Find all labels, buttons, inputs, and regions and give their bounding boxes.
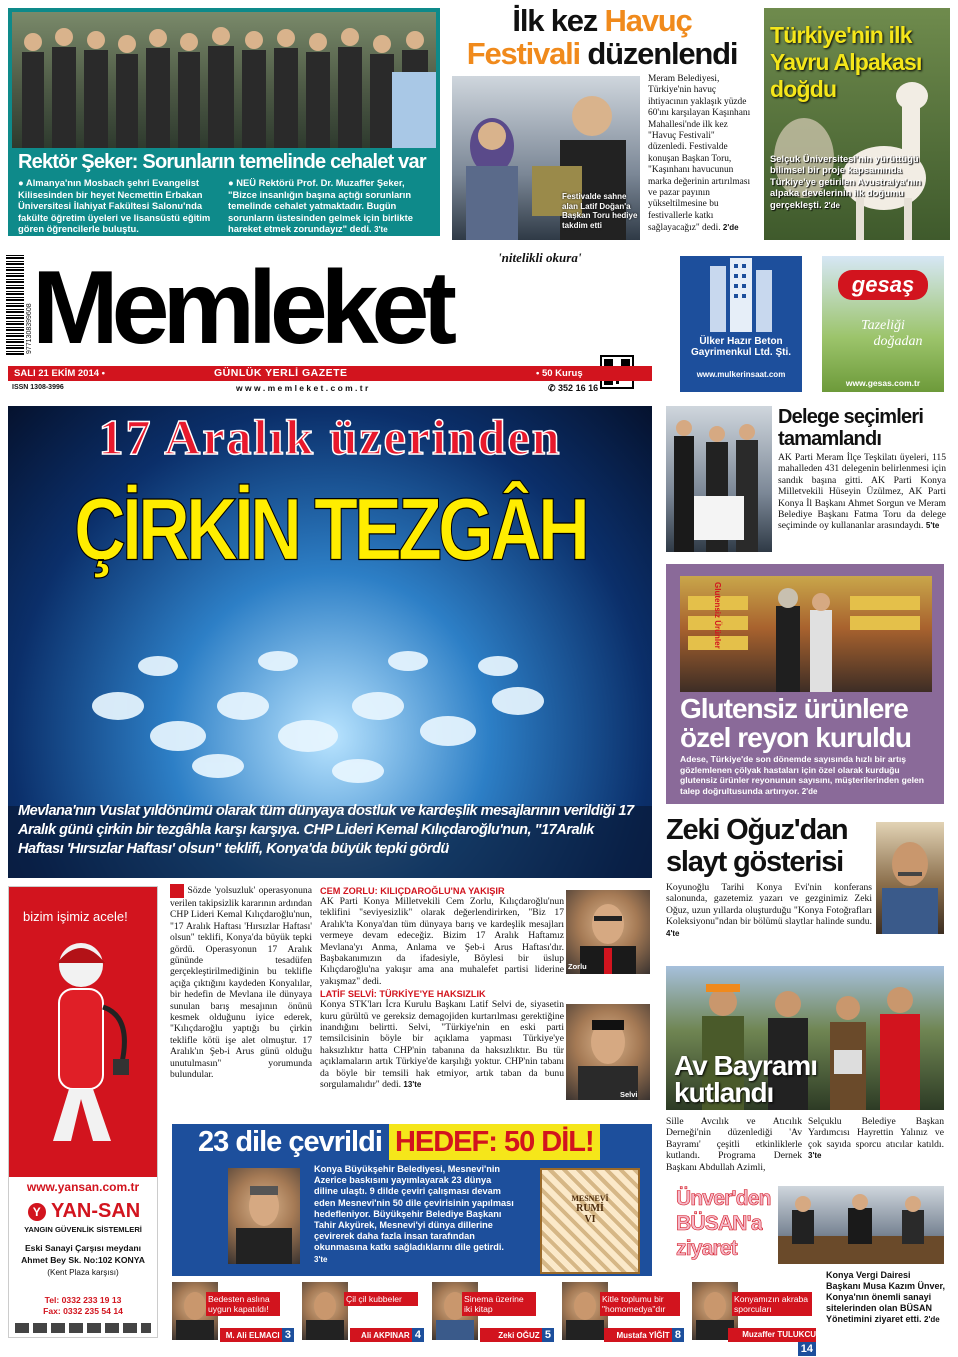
- portrait-figure: [876, 822, 944, 934]
- columnist-name: Ali AKPINAR: [361, 1331, 410, 1340]
- yansan-brand-text: YAN-SAN: [50, 1200, 141, 1222]
- mesnevi-body-box: [172, 1160, 652, 1276]
- masthead-phone: [548, 383, 598, 394]
- portrait-figure: [302, 1282, 348, 1340]
- gesas-ad[interactable]: [822, 256, 944, 392]
- page-ref: 4'te: [666, 928, 680, 938]
- delege-title[interactable]: Delege seçimleri tamamlandı: [778, 406, 924, 450]
- havuc-title-part: düzenlendi: [587, 36, 738, 71]
- havuc-story: [448, 4, 756, 240]
- zeki-body: [666, 882, 872, 939]
- page-number-badge: 4: [412, 1328, 424, 1342]
- story-col1: [170, 884, 312, 1081]
- yansan-slogan: bizim işimiz acele!: [23, 909, 128, 924]
- havuc-body-text: Meram Belediyesi, Türkiye'nin havuç ihtiyacının yaklaşık yüzde 60'ını karşılayan Kaşınhanı Mahallesi'nde ilk kez "Havuç Festivali" düzenledi. Festivalde konuşan Başkan Toru, "Kaşınhanı havucunun marka değerinin artırılması ve pazar payının yükseltilmesine bu festivallerle katkı sağlayacağız" dedi.: [648, 74, 751, 234]
- group-photo-figures: [12, 12, 436, 148]
- unver-photo: [778, 1186, 944, 1264]
- yansan-ad[interactable]: [8, 886, 158, 1338]
- yansan-tel: Tel: 0332 233 19 13: [44, 1295, 122, 1305]
- columnist-name-bar: [604, 1328, 684, 1342]
- alpaka-body: [770, 153, 946, 211]
- gesas-slogan2: doğadan: [873, 334, 923, 349]
- bullet-icon: ●: [18, 177, 26, 188]
- top-left-story: [8, 8, 440, 236]
- yansan-addr2: Ahmet Bey Sk. No:102 KONYA: [21, 1255, 145, 1265]
- delege-photo: [666, 406, 772, 552]
- columnist-topic: Bedesten aslına uygun kapatıldı!: [206, 1292, 280, 1316]
- page-ref: 2'de: [824, 200, 840, 210]
- page-ref: 3'te: [314, 1254, 328, 1264]
- red-square-icon: [170, 884, 184, 898]
- mesnevi-book: [540, 1168, 640, 1274]
- mesnevi-body-text: Konya Büyükşehir Belediyesi, Mesnevi'nin Azerice baskısını yayımlayarak 23 dünya diline ulaştı. 9 dilde çeviri çalışması devam eden Mesnevi'nin 50 dile çevirisinin yapılması hedefleniyor. Büyükşehir Belediye Başkanı Tahir Akyürek, Mesnevi'yi dünya dillerine çevirerek daha fazla insan tarafından okunmasına katkı sağladıklarını dile getirdi.: [314, 1164, 514, 1253]
- book-title2: RUMİ: [576, 1203, 604, 1214]
- selvi-photo: [566, 1004, 650, 1100]
- mesnevi-title-b: HEDEF: 50 DİL!: [389, 1124, 600, 1160]
- yansan-brand: [17, 1200, 151, 1223]
- gluten-body-text: Adese, Türkiye'de son dönemde sayısında hızlı bir artış gözlemlenen çölyak hastaları için özel olarak kurduğu glutensiz ürünler reyonunun sayısını, müşterilerinden gelen talep doğrultusunda artırıyor.: [680, 754, 925, 796]
- delege-body-text: AK Parti Meram İlçe Teşkilatı üyeleri, 115 mahalleden 431 delegenin belirlenmesi için sandık başına gitti. AK Parti Konya Milletvekili Hüseyin Üzülmez, AK Parti Konya İl Başkanı Ahmet Sorgun ve Meram Belediye Başkanı Fatma Toru da delege seçiminde oy kullananlar arasındaydı.: [778, 452, 946, 532]
- havuc-photo: [452, 76, 640, 240]
- barcode-number: 9771308399608: [26, 303, 33, 354]
- columnist-name-bar: [220, 1328, 294, 1342]
- columnist-name: M. Ali ELMACI: [225, 1331, 280, 1340]
- office-meeting: [778, 1186, 944, 1264]
- havuc-title[interactable]: [448, 4, 756, 70]
- zorlu-label: Zorlu: [568, 962, 587, 971]
- unver-title2: BÜSAN'a: [676, 1212, 762, 1235]
- page-ref: 2'de: [924, 1315, 940, 1324]
- page-number-badge: 14: [798, 1342, 816, 1356]
- columnist-1[interactable]: [168, 1280, 294, 1344]
- masthead-issn: ISSN 1308-3996: [12, 384, 64, 391]
- av-col2: [808, 1116, 944, 1162]
- bullet-icon: ●: [228, 177, 237, 188]
- columnist-photo: [302, 1282, 348, 1340]
- unver-body: [826, 1270, 946, 1325]
- top-left-col2-text: NEÜ Rektörü Prof. Dr. Muzaffer Şeker, "Bizce insanlığın başına açtığı sorunların temelinde cehalet yatmaktadır. Bugün sorunların üstesinden gelmek için birlikte hareket etmek zorundayız" dedi.: [228, 177, 413, 234]
- havuc-title-part: Festivali: [466, 36, 580, 71]
- gesas-url: www.gesas.com.tr: [845, 378, 921, 388]
- top-left-col1: [18, 177, 218, 235]
- masthead-phone-text: 352 16 16: [558, 383, 599, 393]
- page-ref: 2'de: [801, 786, 818, 796]
- yansan-url: www.yansan.com.tr: [26, 1180, 140, 1194]
- alpaka-title[interactable]: Türkiye'nin ilk Yavru Alpakası doğdu: [770, 22, 922, 102]
- ulker-line1: Ülker Hazır Beton: [699, 336, 783, 347]
- phone-icon: ✆: [548, 383, 559, 393]
- columnist-topic: Konyamızın akraba sporcuları: [732, 1292, 812, 1316]
- masthead-type: GÜNLÜK YERLİ GAZETE: [214, 367, 348, 379]
- akyurek-photo: [228, 1168, 300, 1264]
- zeki-body-text: Koyunoğlu Tarihi Konya Evi'nin konferans salonunda, gazetemiz yazarı ve gezginimiz Zeki Oğuz, uzun yıllarda oluşturduğu "Konya Fotoğrafları Koleksiyonu"ndan bir bölümü slaytlar halinde sundu.: [666, 882, 872, 928]
- gluten-photo: [680, 576, 932, 692]
- building-icon: [680, 256, 802, 336]
- av-col2-text: Selçuklu Belediye Başkan Yardımcısı Hayrettin Yalınız ve çok sayıda sporcu atıcılar katıldı.: [808, 1116, 944, 1150]
- story-sub1: CEM ZORLU: KILIÇDAROĞLU'NA YAKIŞIR: [320, 886, 505, 896]
- havuc-title-part: İlk kez: [512, 3, 598, 38]
- fire-extinguisher-mascot: [9, 927, 157, 1167]
- barcode: [6, 255, 24, 355]
- page-ref: 5'te: [925, 521, 940, 531]
- columnist-topic: Kitle toplumu bir "homomedya"dır: [600, 1292, 680, 1316]
- columnist-2[interactable]: [298, 1280, 424, 1344]
- columnists-strip: [168, 1280, 816, 1355]
- masthead-url[interactable]: w w w . m e m l e k e t . c o m . t r: [236, 383, 369, 393]
- page-number-badge: 3: [282, 1328, 294, 1342]
- page-ref: 3'te: [808, 1151, 822, 1161]
- story-col1-text: Sözde 'yolsuzluk' operasyonuna verilen takipsizlik kararının ardından CHP Lideri Kemal Kılıçdaroğlu'nun, "17 Aralık Haftası 'Hırsızlar Haftası' olsun" teklifi, Konya'da büyük tepki gördü. Operasyonun 17 Aralık gününde tesadüfen gerçekleştirilmediğinin bu teklifle açığa çıktığını kaydeden Konyalılar, bir hedefin de Mevlana ile dünyaya sunulan barış mesajının önünü kesmek olduğunu iyice ederek, "Kılıçdaroğlu yaptığı bu çirkin teklifle kötü işe alet olmuştur. 17 Aralık'ın Şeb-i Arus günü olduğu unutulmasın" yorumunda bulundular.: [170, 885, 312, 1081]
- gesas-logo: gesaş: [838, 270, 928, 300]
- mesnevi-body: [314, 1164, 514, 1265]
- page-ref: 2'de: [722, 223, 739, 233]
- columnist-5[interactable]: [688, 1280, 816, 1355]
- gluten-shelf-label: Glutensiz Ürünler: [713, 582, 722, 649]
- page-number-badge: 8: [672, 1328, 684, 1342]
- mesnevi-title-a: 23 dile çevrildi: [198, 1126, 382, 1158]
- page-ref: 13'te: [403, 1080, 422, 1090]
- main-kicker[interactable]: 17 Aralık üzerinden: [98, 409, 562, 465]
- columnist-name: Muzaffer TULUKCU: [742, 1330, 816, 1339]
- av-col1: Sille Avcılık ve Atıcılık Derneği'nin düzenlediği 'Av Bayramı' çeşitli etkinliklerle kutlandı. Programa Dernek Başkanı Abdullah Azimli,: [666, 1116, 802, 1173]
- masthead-price: • 50 Kuruş: [536, 368, 583, 379]
- alpaka-body-text: Selçuk Üniversitesi'nin yürüttüğü bilimsel bir proje kapsamında Türkiye'ye getirilen Avustralya'nın alpaka develerinin ilk doğumu gerçekleşti.: [770, 153, 922, 210]
- unver-title3: ziyaret: [676, 1237, 737, 1260]
- main-caption: Mevlana'nın Vuslat yıldönümü olarak tüm dünyaya dostluk ve kardeşlik mesajlarının verildiği 17 Aralık günü çirkin bir tezgâhla karşı karşıya. CHP Lideri Kemal Kılıçdaroğlu'nun, "17Aralık Haftası 'Hırsızlar Haftası' olsun" teklifi, Konya'da büyük tepki gördü: [18, 803, 634, 857]
- gluten-title[interactable]: Glutensiz ürünlere özel reyon kuruldu: [680, 693, 911, 753]
- group-photo: [12, 12, 436, 148]
- havuc-body: [648, 74, 754, 235]
- havuc-title-part: Havuç: [604, 3, 692, 38]
- ulker-line2: Gayrimenkul Ltd. Şti.: [690, 347, 792, 358]
- columnist-4[interactable]: [558, 1280, 684, 1344]
- columnist-name: Zeki OĞUZ: [498, 1331, 540, 1340]
- top-left-col1-text: Almanya'nın Mosbach şehri Evangelist Kilisesinden bir heyet Necmettin Erbakan Üniversitesi İlahiyat Fakültesi Salonu'nda fakülte öğretim üyeleri ve lisansüstü eğitim gören öğrencilerle buluştu.: [18, 177, 211, 234]
- gluten-story: [666, 564, 944, 804]
- yansan-logos: [15, 1323, 151, 1333]
- masthead-name[interactable]: Memleket: [32, 250, 450, 366]
- gesas-slogan1: Tazeliği: [861, 318, 905, 333]
- portrait-figure: [228, 1168, 300, 1264]
- top-left-col2: [228, 177, 434, 236]
- portrait-figure: [566, 1004, 650, 1100]
- av-title[interactable]: Av Bayramı kutlandı: [674, 1050, 818, 1108]
- ulker-ad[interactable]: [680, 256, 802, 392]
- masthead-slogan: 'nitelikli okura': [498, 250, 582, 265]
- yansan-sub: YANGIN GÜVENLİK SİSTEMLERİ: [24, 1225, 142, 1234]
- page-ref: 3'te: [374, 225, 388, 234]
- story-sub2: LATİF SELVİ: TÜRKİYE'YE HAKSIZLIK: [320, 989, 486, 1000]
- masthead-date: SALI 21 EKİM 2014 •: [14, 368, 105, 379]
- columnist-name-bar: [480, 1328, 554, 1342]
- gluten-body: [680, 754, 936, 797]
- columnist-topic: Çil çil kubbeler: [344, 1292, 418, 1306]
- mesnevi-title-bar[interactable]: [172, 1124, 652, 1160]
- book-title1: MESNEVÎ: [571, 1194, 609, 1203]
- top-left-headline[interactable]: Rektör Şeker: Sorunların temelinde cehalet var: [18, 151, 426, 173]
- yansan-top: [9, 887, 157, 1177]
- voting-scene: [666, 406, 772, 552]
- unver-body-text: Konya Vergi Dairesi Başkanı Musa Kazım Ünver, Konya'nın önemli sanayi sitelerinden olan BÜSAN Yönetimini ziyaret etti.: [826, 1270, 946, 1324]
- yansan-fax: Fax: 0332 235 54 14: [43, 1306, 123, 1316]
- columnist-3[interactable]: [428, 1280, 554, 1344]
- alpaka-story: [764, 8, 950, 240]
- story-p1: AK Parti Konya Milletvekili Cem Zorlu, Kılıçdaroğlu'nun teklifini "seviyesizlik" olarak değerlendirirken, "Biz 17 Aralık'ta Konya'dan tüm dünyaya barış ve kardeşlik mesajları vermeye devam edeceğiz. Bizim 17 Aralık Haftamız Mevlana'yı Anma, Anlama ve Şeb-i Arus Haftası'dır. Başbakanımızın da ifadesiyle, Böylesi bir üslup Kılıçdaroğlu'na yakışır ama ana muhalefet partisi liderine yakışmaz" dedi.: [320, 896, 564, 987]
- page-number-badge: 5: [542, 1328, 554, 1342]
- columnist-name: Mustafa YİĞİT: [616, 1331, 670, 1340]
- main-headline[interactable]: ÇİRKİN TEZGÂH: [74, 481, 586, 579]
- zeki-title[interactable]: Zeki Oğuz'dan slayt gösterisi: [666, 814, 848, 878]
- havuc-caption: Festivalde sahne alan Latif Doğan'a Başkan Toru hediye takdim etti: [562, 192, 638, 230]
- story-col2: [320, 886, 564, 1091]
- unver-title[interactable]: [676, 1186, 776, 1261]
- yansan-logo-icon: Y: [28, 1203, 46, 1221]
- columnist-topic: Sinema üzerine iki kitap: [462, 1292, 536, 1316]
- story-p2-text: Konya STK'ları İcra Kurulu Başkanı Latif Selvi de, siyasetin kuru gürültü ve gereksiz demagojiden kurtarılması gerektiğine inandığını belirtti. Selvi, "Türkiye'nin en eski parti temsilcisinin böyle bir açıklama yapması Türkiye'ye haksızlıktır hatta CHP'nin tabanına da haksızlıktır. Bu tür açıklamaların artık Türkiye'de karşılığı yoktur. CHP'nin tabanı da böyle bir temsili hak etmiyor, artık taban da bunu sorgulamalıdır" dedi.: [320, 999, 564, 1091]
- masthead-bar: [8, 366, 652, 381]
- columnist-name-bar: [350, 1328, 424, 1342]
- columnist-name-bar: [728, 1328, 816, 1355]
- book-title3: VI: [584, 1214, 596, 1225]
- selvi-label: Selvi: [620, 1090, 638, 1099]
- ulker-url: www.mulkerinsaat.com: [696, 370, 786, 379]
- unver-title1: Ünver'den: [676, 1187, 771, 1210]
- av-photo: [666, 966, 944, 1110]
- story-p2: [320, 999, 564, 1090]
- zorlu-photo: [566, 890, 650, 974]
- delege-body: [778, 452, 946, 532]
- main-photo: [8, 406, 652, 878]
- yansan-addr3: (Kent Plaza karşısı): [47, 1268, 119, 1277]
- yansan-addr1: Eski Sanayi Çarşısı meydanı: [24, 1243, 142, 1253]
- zeki-photo: [876, 822, 944, 934]
